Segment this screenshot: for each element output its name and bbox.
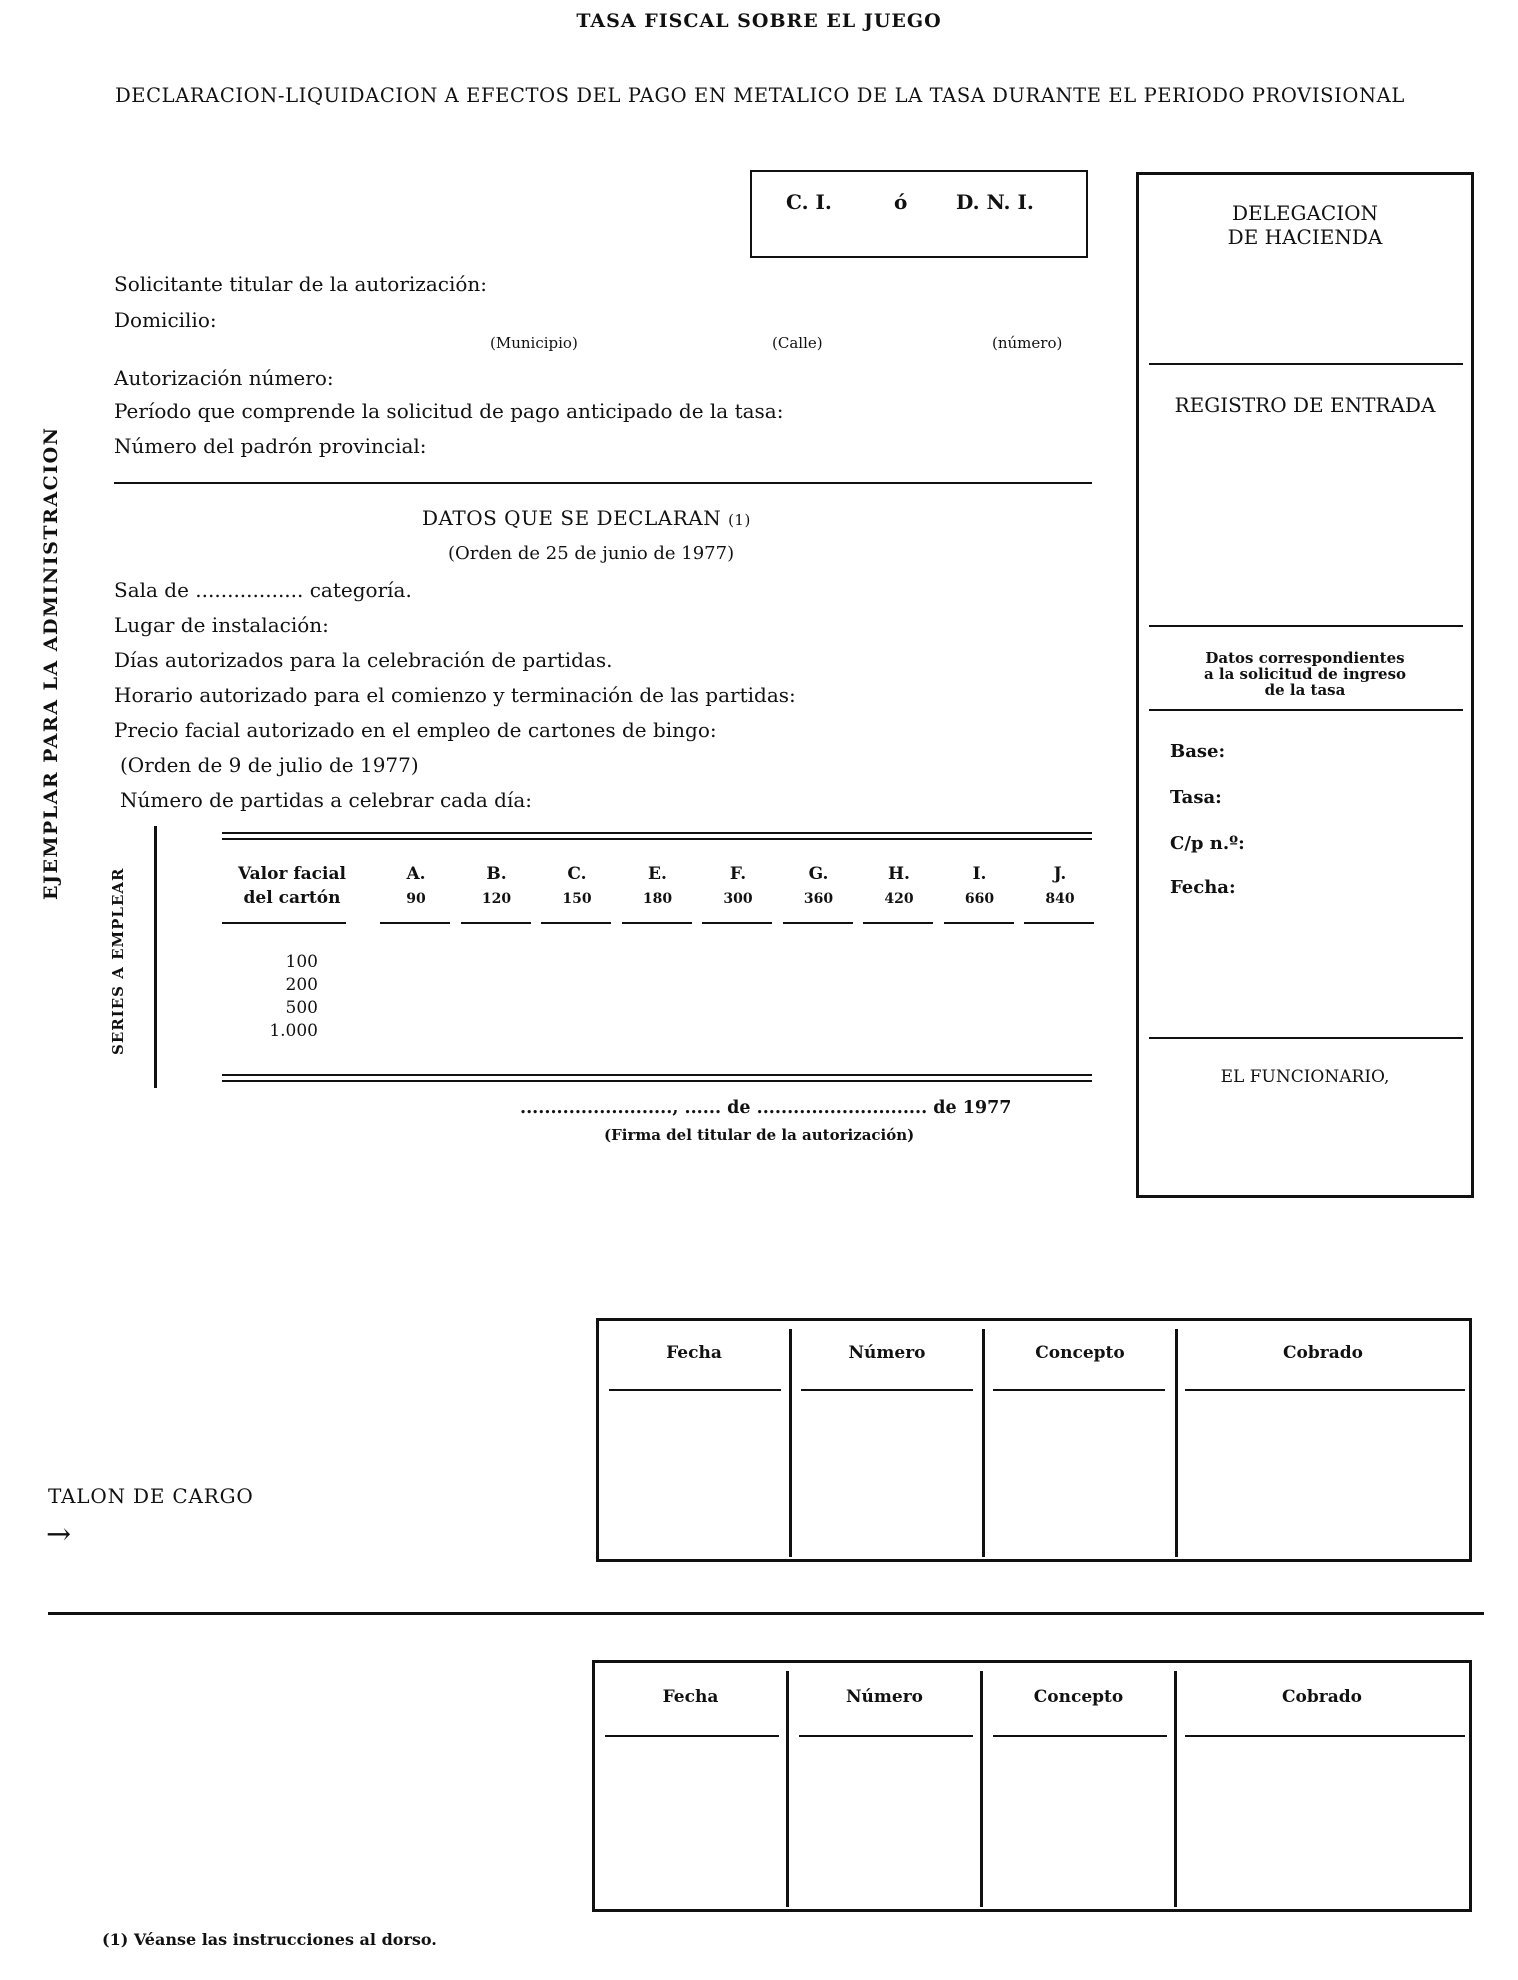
series-underline	[380, 922, 450, 924]
talon-table-upper	[596, 1318, 1472, 1562]
header-underline	[993, 1735, 1167, 1737]
cp-label: C/p n.º:	[1170, 833, 1245, 854]
series-top-rule-2	[222, 838, 1092, 840]
ci-dni-box	[750, 170, 1088, 258]
header-cobrado: Cobrado	[1283, 1343, 1363, 1363]
col-divider	[1175, 1329, 1178, 1557]
footnote: (1) Véanse las instrucciones al dorso.	[102, 1930, 437, 1949]
datos-correspondientes-3: de la tasa	[1264, 681, 1346, 699]
series-underline	[461, 922, 531, 924]
row-100: 100	[285, 952, 318, 972]
orden-junio: (Orden de 25 de junio de 1977)	[448, 543, 735, 564]
delegacion-box	[1136, 172, 1474, 1198]
series-letter: B.	[486, 864, 507, 884]
ci-label: C. I.	[786, 190, 832, 214]
header-underline	[1185, 1735, 1465, 1737]
precio-label: Precio facial autorizado en el empleo de cartones de bingo:	[114, 718, 717, 742]
base-label: Base:	[1170, 741, 1226, 762]
series-value: 840	[1045, 891, 1075, 907]
autorizacion-label: Autorización número:	[114, 366, 334, 390]
header-numero: Número	[848, 1343, 926, 1363]
delegacion-rule-1	[1149, 363, 1463, 365]
header-fecha: Fecha	[662, 1687, 719, 1707]
series-underline	[863, 922, 933, 924]
series-underline	[541, 922, 611, 924]
datos-title-text: DATOS QUE SE DECLARAN	[422, 506, 722, 530]
series-letter: F.	[729, 864, 747, 884]
delegacion-rule-4	[1149, 1037, 1463, 1039]
document-subtitle: DECLARACION-LIQUIDACION A EFECTOS DEL PAGO EN METALICO DE LA TASA DURANTE EL PERIODO PROVISIONAL	[115, 84, 1405, 107]
series-underline	[783, 922, 853, 924]
series-value: 150	[562, 891, 592, 907]
datos-title	[422, 508, 751, 528]
valor-facial-1: Valor facial	[238, 864, 346, 884]
row-500: 500	[285, 998, 318, 1018]
series-letter: E.	[648, 864, 667, 884]
series-bottom-rule-2	[222, 1080, 1092, 1082]
sala-label: Sala de ................. categoría.	[114, 578, 412, 602]
delegacion-title-1: DELEGACION	[1231, 201, 1379, 225]
series-letter: H.	[888, 864, 910, 884]
tasa-label: Tasa:	[1170, 787, 1222, 808]
header-concepto: Concepto	[1033, 1687, 1124, 1707]
series-value: 300	[723, 891, 753, 907]
header-underline	[609, 1389, 781, 1391]
header-cobrado: Cobrado	[1282, 1687, 1362, 1707]
note-ref: (1)	[728, 511, 751, 529]
series-value: 420	[884, 891, 914, 907]
series-underline	[1024, 922, 1094, 924]
row-1000: 1.000	[269, 1021, 318, 1041]
firma-fecha-line: ........................., ...... de ............................ de 1977	[520, 1098, 1012, 1118]
header-underline	[1185, 1389, 1465, 1391]
cut-line	[48, 1612, 1484, 1615]
dias-label: Días autorizados para la celebración de partidas.	[114, 648, 613, 672]
header-fecha: Fecha	[666, 1343, 722, 1363]
horario-label: Horario autorizado para el comienzo y terminación de las partidas:	[114, 683, 796, 707]
header-underline	[801, 1389, 973, 1391]
periodo-label: Período que comprende la solicitud de pago anticipado de la tasa:	[114, 399, 784, 423]
series-underline	[622, 922, 692, 924]
series-letter: C.	[567, 864, 587, 884]
document-title: TASA FISCAL SOBRE EL JUEGO	[576, 10, 942, 32]
series-underline	[944, 922, 1014, 924]
padron-label: Número del padrón provincial:	[114, 434, 427, 458]
datos-correspondientes-1: Datos correspondientes	[1205, 649, 1405, 667]
series-letter: J.	[1053, 864, 1067, 884]
municipio-label: (Municipio)	[490, 334, 578, 352]
series-left-rule	[154, 826, 157, 1088]
funcionario-label: EL FUNCIONARIO,	[1220, 1067, 1390, 1087]
header-underline	[799, 1735, 973, 1737]
divider	[114, 482, 1092, 484]
series-value: 660	[964, 891, 995, 907]
lugar-label: Lugar de instalación:	[114, 613, 329, 637]
numero-label: (número)	[992, 334, 1063, 352]
o-label: ó	[894, 190, 908, 214]
firma-label: (Firma del titular de la autorización)	[604, 1126, 915, 1144]
series-letter: I.	[972, 864, 987, 884]
talon-label: TALON DE CARGO	[48, 1484, 254, 1508]
series-underline	[702, 922, 772, 924]
datos-correspondientes-2: a la solicitud de ingreso	[1203, 665, 1407, 683]
delegacion-rule-3	[1149, 709, 1463, 711]
series-letter: A.	[406, 864, 426, 884]
fecha-label: Fecha:	[1170, 877, 1236, 898]
series-value: 120	[481, 891, 512, 907]
valor-facial-2: del cartón	[243, 888, 341, 908]
header-concepto: Concepto	[1035, 1343, 1125, 1363]
series-letter: G.	[808, 864, 829, 884]
registro-label: REGISTRO DE ENTRADA	[1174, 393, 1436, 417]
side-label-administracion: EJEMPLAR PARA LA ADMINISTRACION	[40, 426, 62, 900]
series-side-label: SERIES A EMPLEAR	[109, 867, 127, 1055]
series-bottom-rule-1	[222, 1074, 1092, 1076]
series-top-rule-1	[222, 832, 1092, 834]
calle-label: (Calle)	[772, 334, 823, 352]
header-underline	[993, 1389, 1165, 1391]
titular-label: Solicitante titular de la autorización:	[114, 272, 488, 296]
valor-underline	[222, 922, 346, 924]
delegacion-rule-2	[1149, 625, 1463, 627]
dni-label: D. N. I.	[956, 190, 1034, 214]
header-numero: Número	[846, 1687, 923, 1707]
arrow-icon: →	[46, 1517, 72, 1552]
series-value: 360	[803, 891, 834, 907]
series-value: 90	[406, 891, 426, 907]
col-divider	[789, 1329, 792, 1557]
talon-table-lower	[592, 1660, 1472, 1912]
delegacion-title-2: DE HACIENDA	[1227, 225, 1383, 249]
col-divider	[982, 1329, 985, 1557]
row-200: 200	[285, 975, 318, 995]
partidas-label: Número de partidas a celebrar cada día:	[120, 788, 533, 812]
domicilio-label: Domicilio:	[114, 308, 217, 332]
orden-julio: (Orden de 9 de julio de 1977)	[120, 753, 419, 777]
series-value: 180	[642, 891, 673, 907]
header-underline	[605, 1735, 779, 1737]
